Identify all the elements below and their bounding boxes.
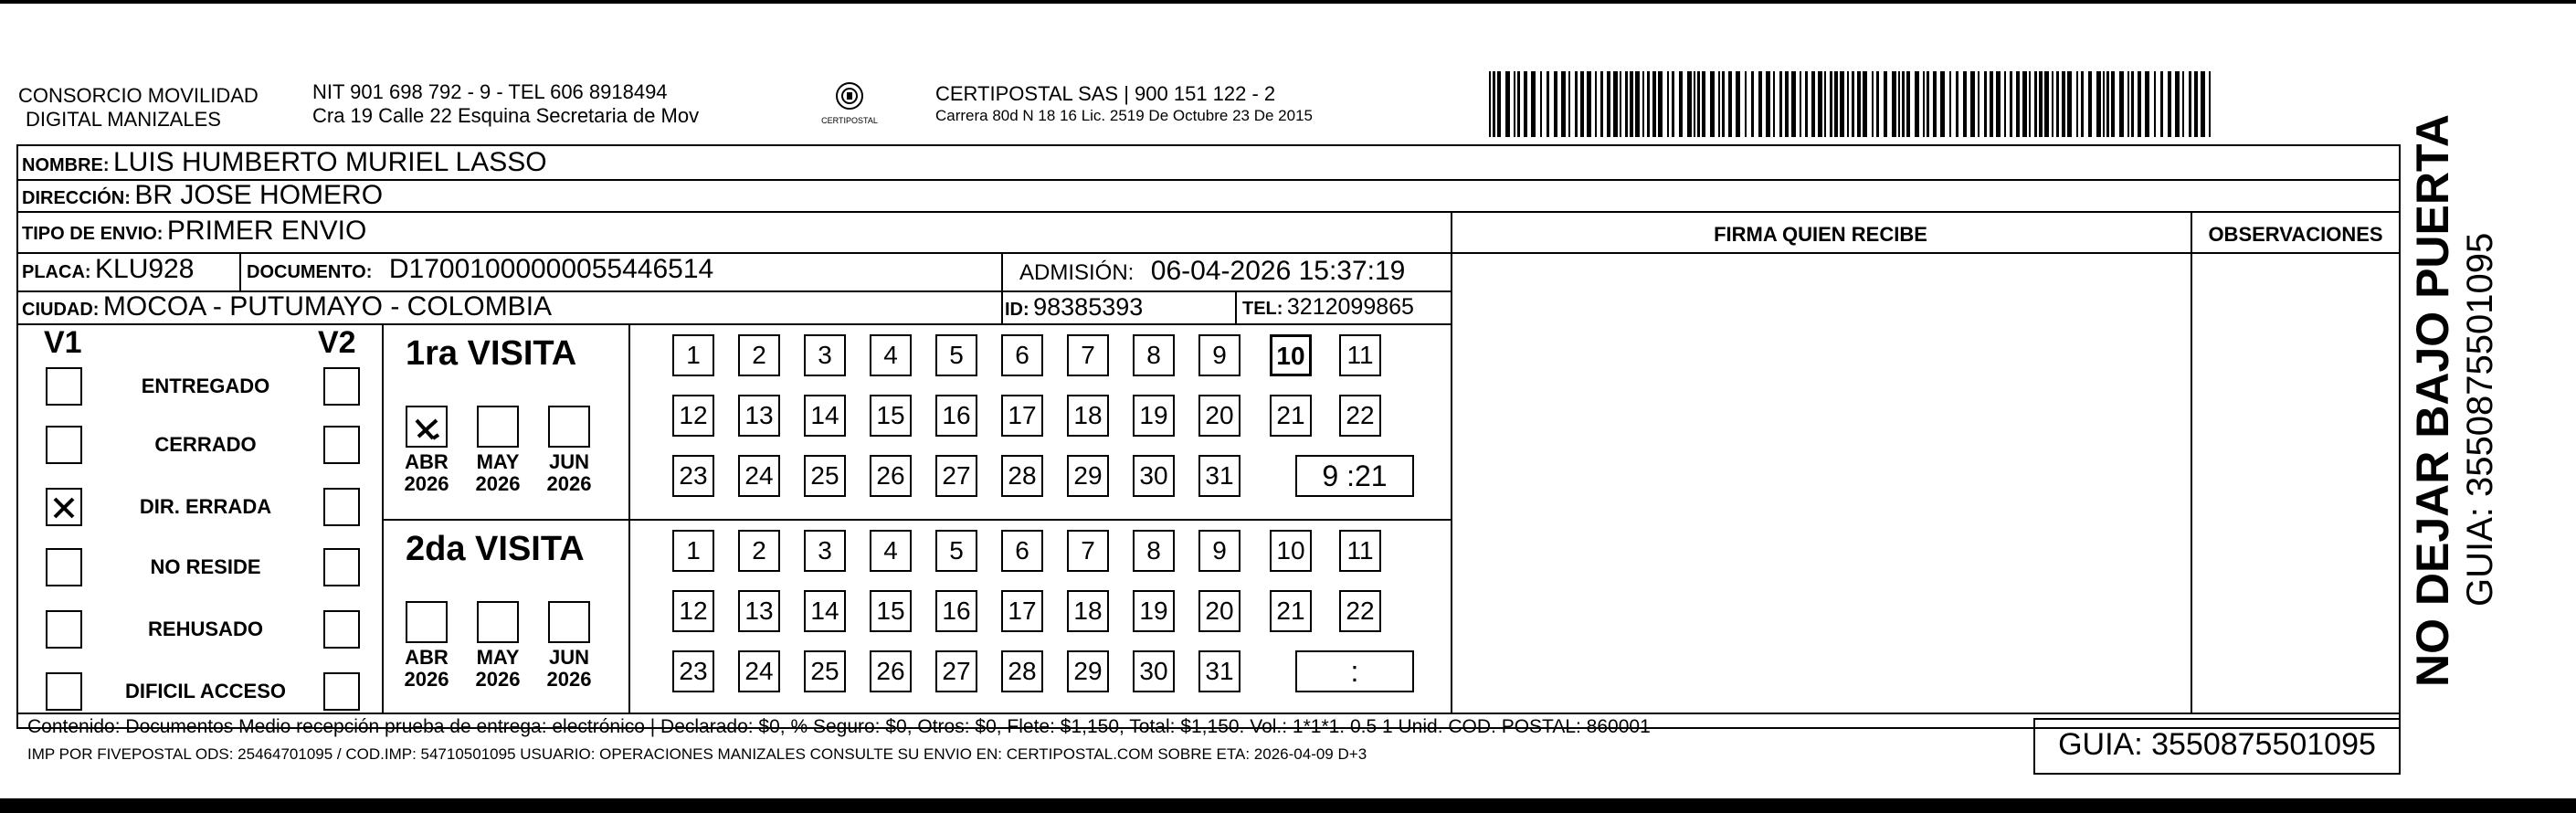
day-box[interactable]: 7	[1067, 530, 1109, 572]
status-option-label: DIFICIL ACCESO	[124, 680, 286, 702]
day-box[interactable]: 3	[804, 334, 846, 376]
nit-line1: NIT 901 698 792 - 9 - TEL 606 8918494	[312, 80, 668, 103]
month-year: 2026	[475, 668, 521, 691]
side-line2: GUIA: 3550875501095	[2460, 232, 2500, 607]
day-box[interactable]: 15	[870, 590, 912, 632]
day-box[interactable]: 15	[870, 395, 912, 437]
v1-checkbox[interactable]	[46, 610, 82, 649]
placa-value: KLU928	[95, 254, 195, 284]
day-box[interactable]: 16	[935, 590, 977, 632]
side-text	[2406, 114, 2552, 687]
status-option-label: CERRADO	[154, 433, 257, 456]
day-box[interactable]: 30	[1133, 455, 1175, 497]
courier-block	[935, 82, 1313, 126]
ciudad-label: CIUDAD:	[22, 300, 100, 320]
day-box[interactable]: 1	[672, 334, 714, 376]
v1-checkbox[interactable]	[46, 672, 82, 711]
day-box[interactable]: 17	[1001, 590, 1043, 632]
day-box[interactable]: 2	[738, 530, 780, 572]
side-line1: NO DEJAR BAJO PUERTA	[2407, 114, 2458, 687]
day-box[interactable]: 29	[1067, 455, 1109, 497]
day-box[interactable]: 18	[1067, 590, 1109, 632]
direccion-label: DIRECCIÓN:	[22, 188, 131, 208]
v1-checkbox[interactable]	[46, 488, 82, 526]
check-mark-icon	[48, 490, 80, 524]
month-checkbox[interactable]	[406, 601, 448, 643]
day-box[interactable]: 25	[804, 650, 846, 692]
day-box[interactable]: 9	[1198, 530, 1240, 572]
tel-label: TEL:	[1242, 299, 1283, 319]
day-box[interactable]: 10	[1270, 530, 1312, 572]
day-box[interactable]: 13	[738, 590, 780, 632]
day-box[interactable]: 23	[672, 650, 714, 692]
nombre-label: NOMBRE:	[22, 155, 110, 175]
month-checkbox[interactable]	[406, 406, 448, 448]
courier-line1: CERTIPOSTAL SAS | 900 151 122 - 2	[935, 82, 1276, 105]
bottom-edge	[0, 798, 2576, 813]
month-label	[542, 451, 596, 495]
tipo-label: TIPO DE ENVIO:	[22, 224, 164, 244]
month-label	[470, 451, 525, 495]
day-box[interactable]: 17	[1001, 395, 1043, 437]
day-box[interactable]: 16	[935, 395, 977, 437]
v1-checkbox[interactable]	[46, 548, 82, 586]
month-name: JUN	[548, 450, 589, 473]
logo-text: CERTIPOSTAL	[821, 116, 878, 125]
placa-row	[22, 254, 194, 290]
day-box[interactable]: 28	[1001, 650, 1043, 692]
time-box[interactable]: :	[1295, 650, 1414, 692]
month-name: JUN	[548, 646, 589, 669]
month-label	[470, 647, 525, 691]
month-year: 2026	[546, 668, 592, 691]
month-year: 2026	[404, 472, 449, 495]
day-box[interactable]: 21	[1270, 395, 1312, 437]
day-box[interactable]: 18	[1067, 395, 1109, 437]
documento-value: D17001000000055446514	[388, 254, 714, 284]
documento-row	[247, 254, 713, 290]
id-label: ID:	[1005, 300, 1029, 320]
status-option-label: ENTREGADO	[141, 375, 270, 397]
day-box[interactable]: 25	[804, 455, 846, 497]
check-mark-icon	[407, 407, 446, 446]
month-year: 2026	[546, 472, 592, 495]
month-year: 2026	[404, 668, 449, 691]
documento-label: DOCUMENTO:	[247, 262, 373, 282]
day-box[interactable]: 6	[1001, 530, 1043, 572]
month-label	[399, 451, 454, 495]
top-edge	[0, 0, 2576, 4]
tel-row	[1242, 291, 1414, 326]
v2-checkbox[interactable]	[323, 548, 360, 586]
company-line1: CONSORCIO MOVILIDAD	[18, 84, 259, 107]
admision-value: 06-04-2026 15:37:19	[1150, 256, 1406, 286]
ciudad-value: MOCOA - PUTUMAYO - COLOMBIA	[102, 291, 553, 322]
day-box[interactable]: 9	[1198, 334, 1240, 376]
day-box[interactable]: 5	[935, 530, 977, 572]
day-box[interactable]: 5	[935, 334, 977, 376]
admision-label: ADMISIÓN:	[1019, 260, 1135, 285]
month-checkbox[interactable]	[477, 601, 519, 643]
day-box[interactable]: 7	[1067, 334, 1109, 376]
logo-icon	[831, 80, 868, 111]
month-year: 2026	[475, 472, 521, 495]
month-name: MAY	[476, 646, 520, 669]
v2-checkbox[interactable]	[323, 488, 360, 526]
day-box[interactable]: 13	[738, 395, 780, 437]
day-box[interactable]: 23	[672, 455, 714, 497]
admision-row	[1019, 256, 1405, 291]
company-line2: DIGITAL MANIZALES	[26, 108, 221, 131]
day-box[interactable]: 1	[672, 530, 714, 572]
month-name: MAY	[476, 450, 520, 473]
firma-label: FIRMA QUIEN RECIBE	[1714, 223, 1927, 246]
direccion-row	[22, 180, 383, 216]
day-box[interactable]: 20	[1198, 395, 1240, 437]
courier-logo	[813, 80, 886, 128]
day-box[interactable]: 27	[935, 650, 977, 692]
day-box[interactable]: 4	[870, 334, 912, 376]
barcode	[1489, 71, 2220, 137]
day-box[interactable]: 21	[1270, 590, 1312, 632]
company-name	[18, 84, 259, 132]
month-checkbox[interactable]	[548, 601, 590, 643]
v2-checkbox[interactable]	[323, 610, 360, 649]
footer-line2: IMP POR FIVEPOSTAL ODS: 25464701095 / COD.IMP: 54710501095 USUARIO: OPERACIONES MANIZALES CONSULTE SU ENVIO EN: CERTIPOSTAL.COM SOBRE ETA: 2026-04-09 D+3	[27, 745, 1367, 763]
month-checkbox[interactable]	[548, 406, 590, 448]
day-box[interactable]: 10	[1270, 334, 1312, 376]
status-option-label: DIR. ERRADA	[139, 495, 272, 518]
tel-value: 3212099865	[1286, 294, 1414, 320]
day-box[interactable]: 12	[672, 395, 714, 437]
day-box[interactable]: 28	[1001, 455, 1043, 497]
direccion-value: BR JOSE HOMERO	[134, 180, 384, 210]
visit-title: 2da VISITA	[406, 530, 585, 568]
day-box[interactable]: 31	[1198, 455, 1240, 497]
day-box[interactable]: 11	[1339, 334, 1381, 376]
month-label	[542, 647, 596, 691]
guia-value: GUIA: 3550875501095	[2058, 727, 2376, 762]
status-option-label: NO RESIDE	[150, 555, 261, 578]
day-box[interactable]: 3	[804, 530, 846, 572]
tipo-row	[22, 216, 366, 251]
footer-line1: Contenido: Documentos Medio recepción prueba de entrega: electrónico | Declarado: $0, % Seguro: $0, Otros: $0, Flete: $1,150, Total: $1,150. Vol.: 1*1*1. 0.5 1 Unid. COD. POSTAL: 860001	[27, 716, 1651, 737]
ciudad-row	[22, 291, 552, 327]
day-box[interactable]: 14	[804, 590, 846, 632]
day-box[interactable]: 24	[738, 455, 780, 497]
day-box[interactable]: 6	[1001, 334, 1043, 376]
day-box[interactable]: 8	[1133, 334, 1175, 376]
day-box[interactable]: 26	[870, 650, 912, 692]
day-box[interactable]: 12	[672, 590, 714, 632]
nit-line2: Cra 19 Calle 22 Esquina Secretaria de Mov	[312, 104, 700, 127]
v1-checkbox[interactable]	[46, 426, 82, 464]
day-box[interactable]: 19	[1133, 395, 1175, 437]
observaciones-label: OBSERVACIONES	[2208, 223, 2383, 246]
day-box[interactable]: 27	[935, 455, 977, 497]
day-box[interactable]: 11	[1339, 530, 1381, 572]
v2-checkbox[interactable]	[323, 367, 360, 406]
time-box[interactable]: 9 :21	[1295, 455, 1414, 497]
v2-checkbox[interactable]	[323, 426, 360, 464]
day-box[interactable]: 31	[1198, 650, 1240, 692]
day-box[interactable]: 20	[1198, 590, 1240, 632]
day-box[interactable]: 22	[1339, 395, 1381, 437]
status-option-label: REHUSADO	[148, 618, 263, 640]
v1-label: V1	[44, 325, 82, 360]
id-value: 98385393	[1033, 293, 1144, 321]
v1-checkbox[interactable]	[46, 367, 82, 406]
month-name: ABR	[405, 450, 449, 473]
tipo-value: PRIMER ENVIO	[166, 216, 367, 246]
day-box[interactable]: 4	[870, 530, 912, 572]
id-row	[1005, 291, 1143, 327]
day-box[interactable]: 14	[804, 395, 846, 437]
nit-block	[312, 80, 699, 128]
day-box[interactable]: 19	[1133, 590, 1175, 632]
v2-checkbox[interactable]	[323, 672, 360, 711]
day-box[interactable]: 29	[1067, 650, 1109, 692]
day-box[interactable]: 8	[1133, 530, 1175, 572]
day-box[interactable]: 24	[738, 650, 780, 692]
month-name: ABR	[405, 646, 449, 669]
month-label	[399, 647, 454, 691]
month-checkbox[interactable]	[477, 406, 519, 448]
courier-line2: Carrera 80d N 18 16 Lic. 2519 De Octubre 23 De 2015	[935, 107, 1313, 124]
placa-label: PLACA:	[22, 262, 91, 282]
day-box[interactable]: 22	[1339, 590, 1381, 632]
day-box[interactable]: 26	[870, 455, 912, 497]
day-box[interactable]: 30	[1133, 650, 1175, 692]
v2-label: V2	[318, 325, 356, 360]
nombre-value: LUIS HUMBERTO MURIEL LASSO	[113, 147, 547, 177]
visit-title: 1ra VISITA	[406, 334, 577, 373]
day-box[interactable]: 2	[738, 334, 780, 376]
nombre-row	[22, 147, 547, 183]
